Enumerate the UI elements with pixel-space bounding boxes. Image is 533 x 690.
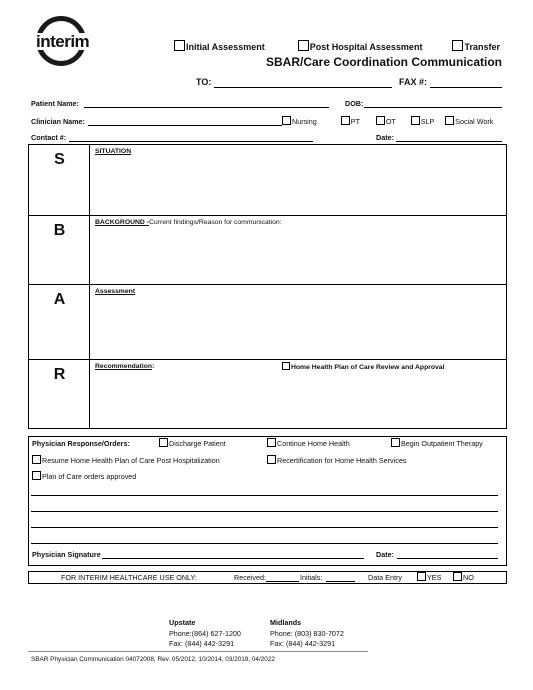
initials-label: Initials: — [300, 573, 323, 582]
checkbox-icon[interactable] — [267, 455, 276, 464]
transfer-option[interactable]: Transfer — [452, 42, 500, 52]
physician-date-label: Date: — [376, 550, 394, 559]
clinician-name-field[interactable] — [88, 125, 282, 126]
plan-of-care-review-option[interactable]: Home Health Plan of Care Review and Approval — [282, 362, 444, 371]
checkbox-icon[interactable] — [376, 116, 385, 125]
checkbox-icon[interactable] — [159, 438, 168, 447]
received-field[interactable] — [266, 581, 299, 582]
checkbox-icon[interactable] — [417, 572, 426, 581]
physician-date-field[interactable] — [397, 558, 498, 559]
physician-response-label: Physician Response/Orders: — [32, 439, 130, 448]
discipline-pt[interactable]: PT — [341, 117, 360, 126]
assessment-type-options — [174, 40, 500, 52]
continue-home-health-option[interactable]: Continue Home Health — [267, 438, 350, 448]
checkbox-icon[interactable] — [32, 471, 41, 480]
discipline-social-work[interactable]: Social Work — [445, 117, 493, 126]
contact-label: Contact #: — [31, 133, 67, 142]
b-letter: B — [53, 222, 66, 239]
data-entry-no[interactable]: NO — [453, 572, 474, 582]
resume-home-health-option[interactable]: Resume Home Health Plan of Care Post Hospitalization — [32, 455, 220, 465]
clinician-name-label: Clinician Name: — [31, 117, 85, 126]
footer-divider — [28, 651, 368, 652]
background-row[interactable] — [29, 216, 506, 285]
contact-field[interactable] — [69, 141, 313, 142]
interim-logo: interim — [33, 12, 107, 70]
assessment-label: Assessment — [95, 288, 136, 295]
date-label: Date: — [376, 133, 394, 142]
patient-name-label: Patient Name: — [31, 99, 79, 108]
checkbox-icon[interactable] — [452, 40, 463, 51]
checkbox-icon[interactable] — [411, 116, 420, 125]
plan-of-care-approved-option[interactable]: Plan of Care orders approved — [32, 471, 136, 481]
checkbox-icon[interactable] — [341, 116, 350, 125]
situation-row[interactable] — [29, 145, 506, 216]
r-letter: R — [53, 366, 66, 383]
to-label: TO: — [196, 77, 212, 87]
form-revision-footer: SBAR Physician Communication 04072008, Rev. 05/2012, 10/2014, 03/2019, 04/2022 — [31, 656, 275, 663]
fax-field[interactable] — [430, 87, 502, 88]
office-use-bar — [28, 571, 507, 584]
fax-label: FAX #: — [399, 77, 428, 87]
physician-response-box — [28, 436, 507, 566]
checkbox-icon[interactable] — [445, 116, 454, 125]
physician-signature-field[interactable] — [102, 558, 364, 559]
orders-line[interactable] — [31, 495, 498, 496]
sbar-table — [28, 144, 507, 429]
post-hospital-assessment-option[interactable]: Post Hospital Assessment — [298, 42, 423, 52]
checkbox-icon[interactable] — [174, 40, 185, 51]
data-entry-yes[interactable]: YES — [417, 572, 441, 582]
orders-line[interactable] — [31, 511, 498, 512]
physician-signature-label: Physician Signature — [32, 550, 101, 559]
initials-field[interactable] — [326, 581, 355, 582]
midlands-contact: Midlands Phone: (803) 830-7072 Fax: (844) 442-3291 — [270, 618, 344, 648]
background-label: BACKGROUND -Current findings/Reason for communication: — [95, 219, 282, 226]
received-label: Received: — [234, 573, 266, 582]
discipline-ot[interactable]: OT — [376, 117, 396, 126]
checkbox-icon[interactable] — [267, 438, 276, 447]
assessment-row[interactable] — [29, 285, 506, 360]
upstate-contact: Upstate Phone:(864) 627-1200 Fax: (844) 442-3291 — [169, 618, 241, 648]
to-field[interactable] — [214, 87, 392, 88]
initial-assessment-option[interactable]: Initial Assessment — [174, 42, 265, 52]
recertification-option[interactable]: Recertification for Home Health Services — [267, 455, 406, 465]
discipline-slp[interactable]: SLP — [411, 117, 434, 126]
data-entry-label: Data Entry — [368, 573, 402, 582]
date-field[interactable] — [396, 141, 502, 142]
discharge-option[interactable]: Discharge Patient — [159, 438, 226, 448]
checkbox-icon[interactable] — [453, 572, 462, 581]
office-use-label: FOR INTERIM HEALTHCARE USE ONLY: — [61, 573, 197, 582]
recommendation-row[interactable] — [29, 360, 506, 428]
patient-name-field[interactable] — [84, 107, 329, 108]
discipline-options — [282, 116, 493, 126]
outpatient-therapy-option[interactable]: Begin Outpatient Therapy — [391, 438, 483, 448]
form-title: SBAR/Care Coordination Communication — [266, 55, 503, 69]
checkbox-icon[interactable] — [32, 455, 41, 464]
checkbox-icon[interactable] — [282, 362, 290, 370]
s-letter: S — [54, 151, 65, 168]
checkbox-icon[interactable] — [282, 116, 291, 125]
recommendation-label: Recommendation: — [95, 363, 155, 370]
a-letter: A — [53, 291, 66, 308]
orders-line[interactable] — [31, 527, 498, 528]
discipline-nursing[interactable]: Nursing — [282, 117, 317, 126]
checkbox-icon[interactable] — [391, 438, 400, 447]
situation-label: SITUATION — [95, 148, 132, 155]
orders-line[interactable] — [31, 543, 498, 544]
dob-label: DOB: — [345, 99, 364, 108]
checkbox-icon[interactable] — [298, 40, 309, 51]
dob-field[interactable] — [364, 107, 502, 108]
